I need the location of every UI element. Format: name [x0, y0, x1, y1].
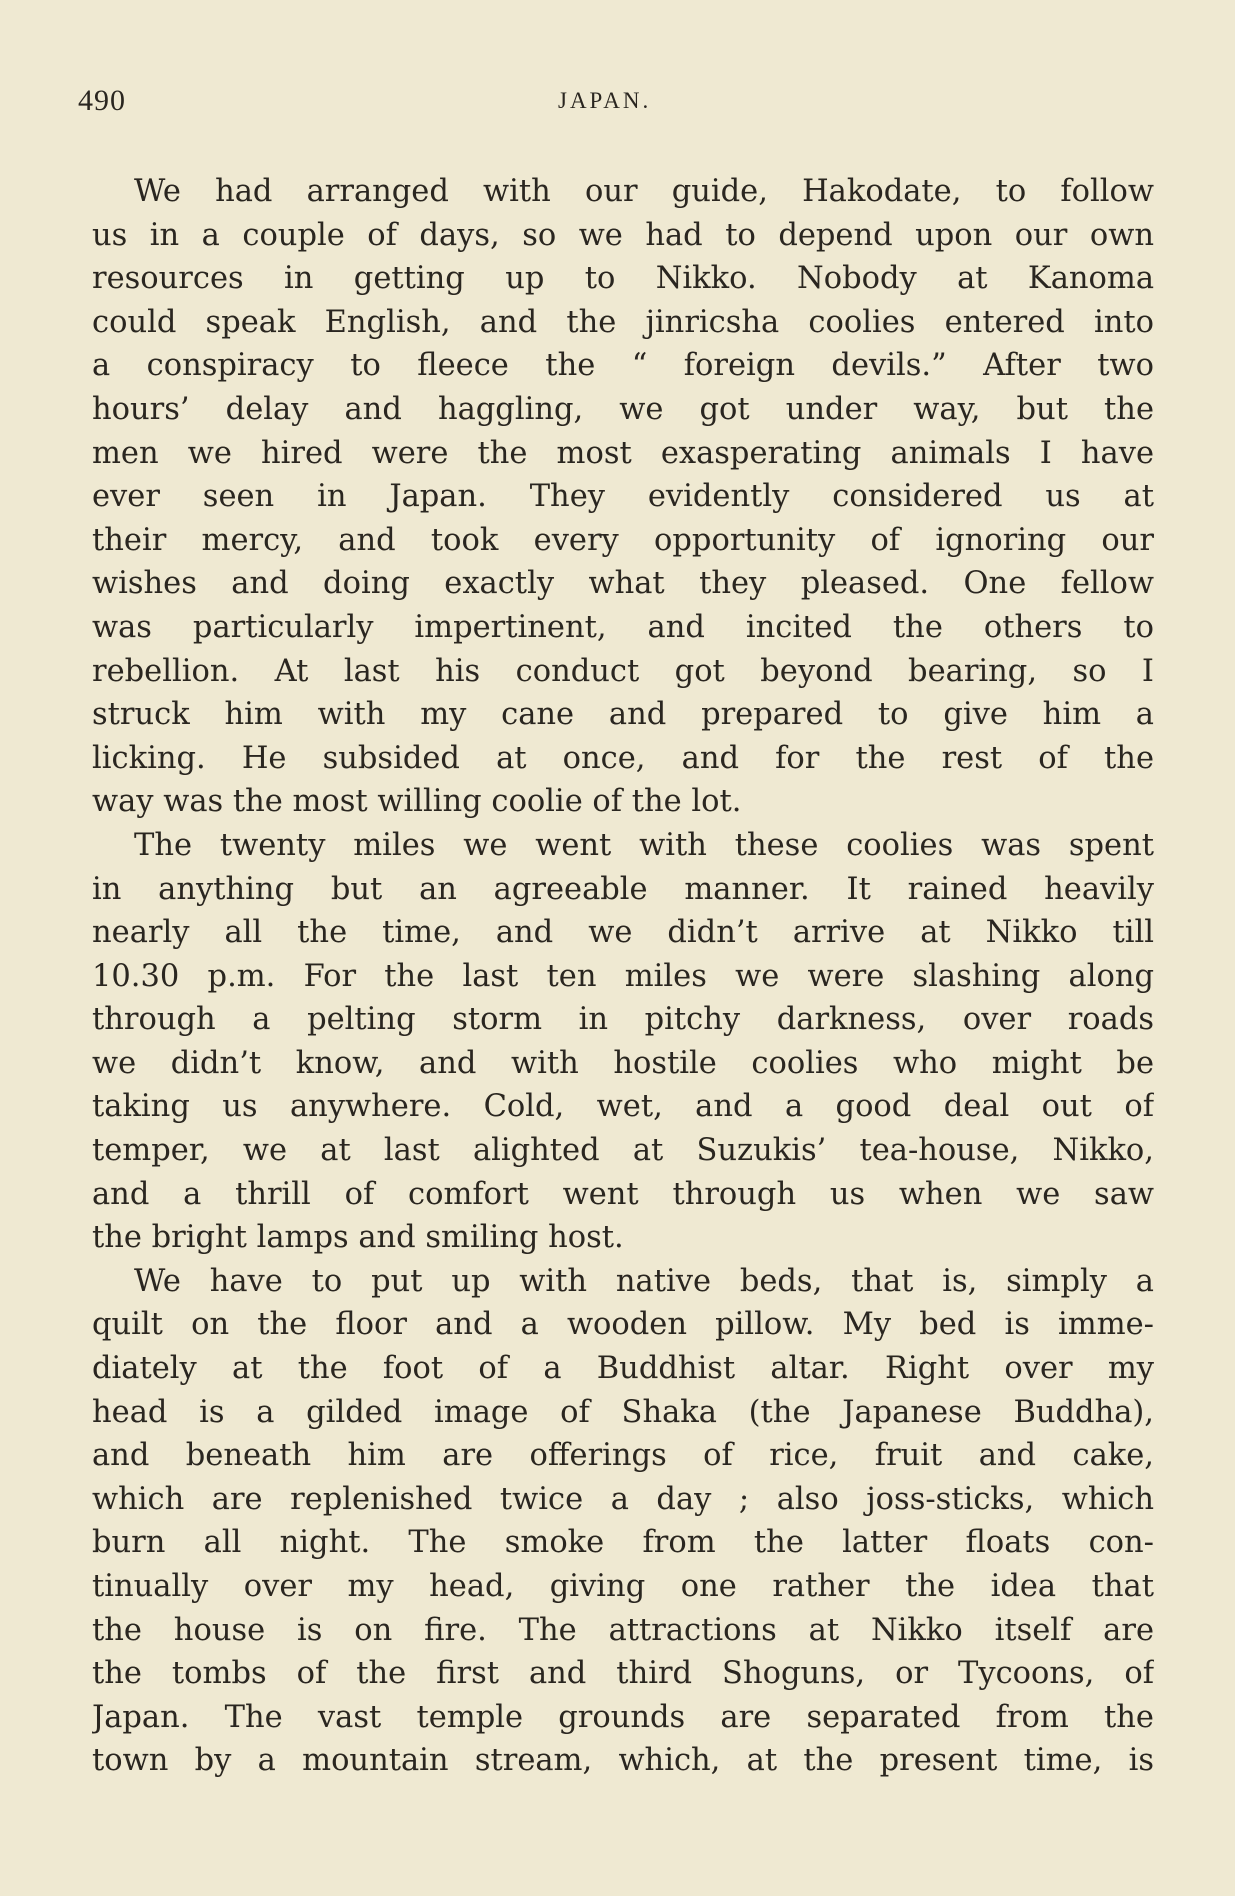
- text-line: 10.30 p.m. For the last ten miles we were slashing along: [92, 958, 1154, 994]
- text-line: the tombs of the first and third Shoguns, or Tycoons, of: [92, 1656, 1154, 1692]
- text-line: wishes and doing exactly what they pleased. One fellow: [92, 566, 1154, 602]
- text-line: head is a gilded image of Shaka (the Japanese Buddha),: [92, 1394, 1154, 1430]
- running-head: [78, 84, 1158, 124]
- page-number: 490: [78, 84, 126, 117]
- running-title: JAPAN.: [558, 88, 652, 113]
- text-line: Japan. The vast temple grounds are separated from the: [92, 1699, 1154, 1735]
- text-line: and beneath him are offerings of rice, fruit and cake,: [92, 1438, 1154, 1474]
- text-line: us in a couple of days, so we had to depend upon our own: [92, 217, 1154, 253]
- text-line: rebellion. At last his conduct got beyond bearing, so I: [92, 653, 1154, 689]
- text-line: diately at the foot of a Buddhist altar. Right over my: [92, 1351, 1154, 1387]
- text-line: through a pelting storm in pitchy darkness, over roads: [92, 1002, 1154, 1038]
- text-line: which are replenished twice a day ; also joss-sticks, which: [92, 1481, 1154, 1517]
- text-line: could speak English, and the jinricsha coolies entered into: [92, 304, 1154, 340]
- text-line: ever seen in Japan. They evidently considered us at: [92, 479, 1154, 515]
- text-line: we didn’t know, and with hostile coolies who might be: [92, 1045, 1154, 1081]
- text-line: temper, we at last alighted at Suzukis’ tea-house, Nikko,: [92, 1133, 1154, 1169]
- text-line: struck him with my cane and prepared to give him a: [92, 697, 1154, 733]
- text-line: in anything but an agreeable manner. It rained heavily: [92, 871, 1154, 907]
- text-line: The twenty miles we went with these coolies was spent: [134, 827, 1154, 863]
- text-line: nearly all the time, and we didn’t arrive at Nikko till: [92, 915, 1154, 951]
- text-line: the house is on fire. The attractions at Nikko itself are: [92, 1612, 1154, 1648]
- text-line: taking us anywhere. Cold, wet, and a good deal out of: [92, 1089, 1154, 1125]
- text-line: We had arranged with our guide, Hakodate, to follow: [134, 174, 1154, 209]
- text-line: the bright lamps and smiling host.: [92, 1220, 624, 1256]
- text-line: a conspiracy to fleece the “ foreign devils.” After two: [92, 348, 1154, 384]
- text-line: town by a mountain stream, which, at the present time, is: [92, 1743, 1154, 1779]
- text-line: their mercy, and took every opportunity of ignoring our: [92, 522, 1154, 558]
- text-line: resources in getting up to Nikko. Nobody at Kanoma: [92, 261, 1154, 297]
- text-line: hours’ delay and haggling, we got under way, but the: [92, 391, 1154, 427]
- text-line: way was the most willing coolie of the lot.: [92, 784, 742, 820]
- text-line: men we hired were the most exasperating animals I have: [92, 435, 1154, 471]
- text-line: We have to put up with native beds, that is, simply a: [134, 1263, 1154, 1299]
- text-line: quilt on the floor and a wooden pillow. My bed is imme-: [92, 1307, 1154, 1343]
- body-text: [92, 170, 1154, 1783]
- text-line: burn all night. The smoke from the latter floats con-: [92, 1525, 1154, 1561]
- text-line: was particularly impertinent, and incited the others to: [92, 609, 1154, 645]
- text-line: tinually over my head, giving one rather the idea that: [92, 1569, 1154, 1604]
- text-line: and a thrill of comfort went through us when we saw: [92, 1176, 1154, 1212]
- text-line: licking. He subsided at once, and for the rest of the: [92, 740, 1154, 776]
